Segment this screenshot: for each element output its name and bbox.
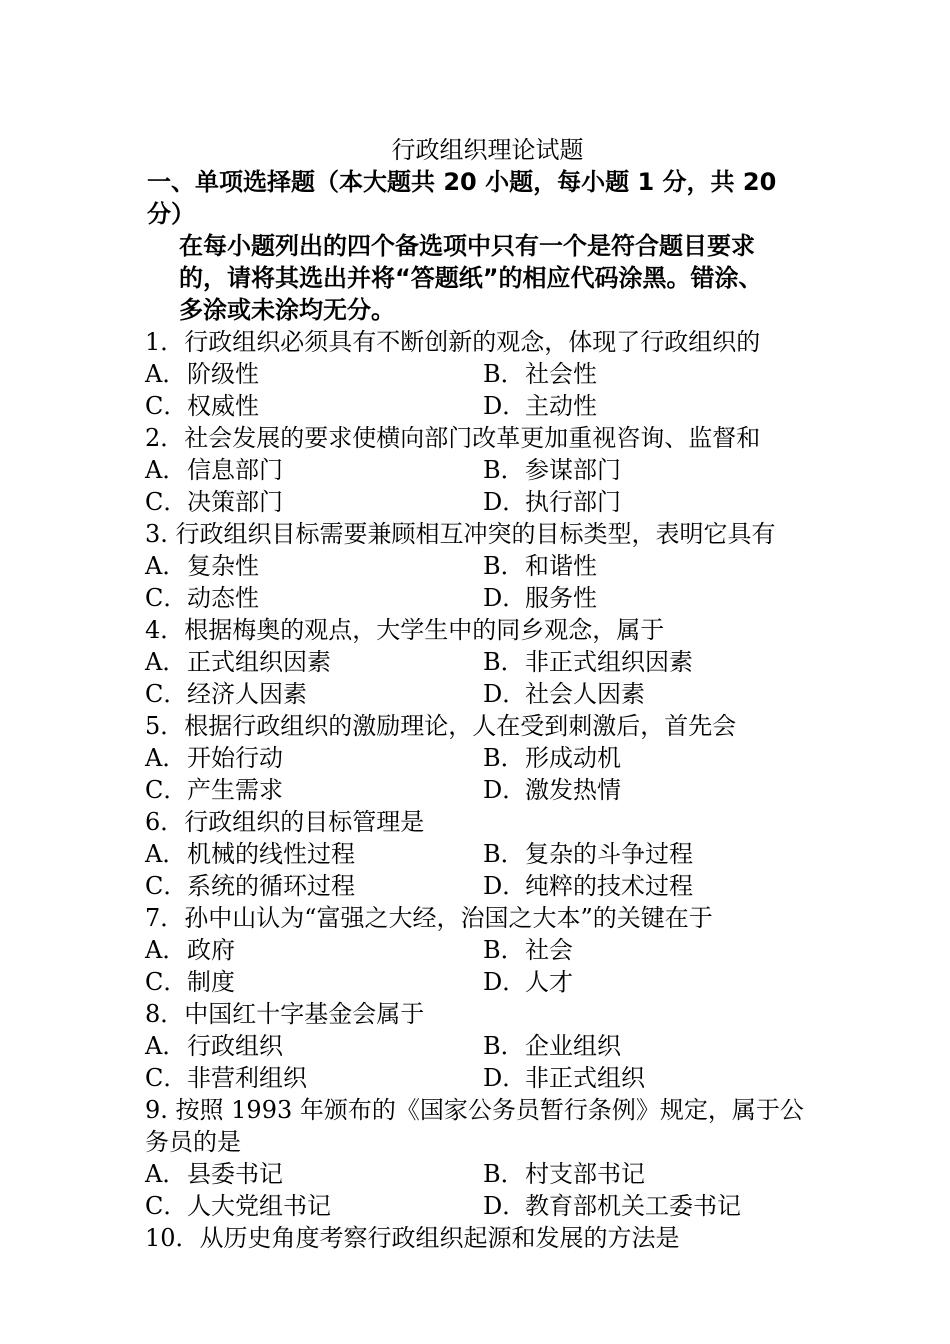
option-text: 政府 [187,936,235,964]
option-letter: A． [145,840,187,868]
option-letter: C． [145,776,188,804]
option-text: 主动性 [525,392,597,420]
answer-option [145,1158,483,1190]
question-stem: 3. 行政组织目标需要兼顾相互冲突的目标类型，表明它具有 [145,520,776,548]
answer-option [483,486,810,518]
answer-option [483,358,810,390]
option-letter: C． [145,1064,188,1092]
option-letter: C． [145,1192,188,1220]
question-stem: 9. 按照 1993 年颁布的《国家公务员暂行条例》规定，属于公务员的是 [145,1096,804,1156]
answer-option [483,390,810,422]
option-letter: D． [483,1192,527,1220]
section-heading: 一、单项选择题（本大题共 20 小题，每小题 1 分，共 20 分） [147,168,777,228]
option-letter: D． [483,872,527,900]
page-title: 行政组织理论试题 [391,136,584,164]
option-text: 阶级性 [187,360,259,388]
answer-option [145,1190,483,1222]
answer-option [145,774,483,806]
option-text: 行政组织 [187,1032,283,1060]
option-letter: D． [483,488,527,516]
option-row [145,358,810,390]
answer-option [145,1062,483,1094]
answer-option [145,454,483,486]
question-stem: 2．社会发展的要求使横向部门改革更加重视咨询、监督和 [145,424,761,452]
answer-option [145,934,483,966]
option-text: 和谐性 [525,552,597,580]
option-text: 村支部书记 [525,1160,645,1188]
question-stem: 1．行政组织必须具有不断创新的观念，体现了行政组织的 [145,328,761,356]
option-row [145,870,810,902]
option-text: 产生需求 [187,776,283,804]
answer-option [145,390,483,422]
option-letter: A． [145,744,187,772]
option-text: 人大党组书记 [187,1192,331,1220]
option-letter: D． [483,968,527,996]
option-letter: B． [483,552,525,580]
option-row [145,774,810,806]
option-text: 人才 [525,968,573,996]
answer-option [145,550,483,582]
question-stem: 4．根据梅奥的观点，大学生中的同乡观念，属于 [145,616,665,644]
option-letter: D． [483,680,527,708]
option-text: 执行部门 [525,488,621,516]
option-row [145,678,810,710]
option-text: 权威性 [187,392,259,420]
answer-option [145,870,483,902]
option-text: 社会 [525,936,573,964]
answer-option [145,838,483,870]
option-row [145,1062,810,1094]
option-row [145,646,810,678]
question-stem: 8．中国红十字基金会属于 [145,1000,425,1028]
answer-option [145,486,483,518]
option-row [145,550,810,582]
option-text: 经济人因素 [187,680,307,708]
option-letter: A． [145,648,187,676]
option-letter: D． [483,1064,527,1092]
answer-option [483,582,810,614]
answer-option [483,934,810,966]
section-heading-block [145,166,810,326]
option-row [145,454,810,486]
option-letter: B． [483,840,525,868]
answer-option [483,966,810,998]
answer-option [483,1190,810,1222]
option-text: 参谋部门 [525,456,621,484]
option-row [145,934,810,966]
answer-option [145,966,483,998]
answer-option [483,774,810,806]
option-letter: A． [145,456,187,484]
option-text: 复杂的斗争过程 [525,840,693,868]
answer-option [145,582,483,614]
answer-option [145,646,483,678]
option-text: 纯粹的技术过程 [525,872,693,900]
option-letter: B． [483,744,525,772]
answer-option [483,870,810,902]
option-text: 企业组织 [525,1032,621,1060]
option-text: 决策部门 [187,488,283,516]
question-stem: 6．行政组织的目标管理是 [145,808,425,836]
option-text: 教育部机关工委书记 [525,1192,741,1220]
option-text: 机械的线性过程 [187,840,355,868]
answer-option [483,1030,810,1062]
answer-option [483,646,810,678]
instruction-line: 在每小题列出的四个备选项中只有一个是符合题目要求 [179,232,755,260]
option-letter: D． [483,392,527,420]
option-row [145,1190,810,1222]
answer-option [483,550,810,582]
option-letter: A． [145,1032,187,1060]
option-letter: B． [483,456,525,484]
question-stem: 5．根据行政组织的激励理论，人在受到刺激后，首先会 [145,712,737,740]
option-row [145,486,810,518]
option-letter: B． [483,648,525,676]
option-text: 社会性 [525,360,597,388]
option-letter: A． [145,360,187,388]
option-text: 动态性 [187,584,259,612]
answer-option [483,1062,810,1094]
option-letter: C． [145,872,188,900]
answer-option [483,678,810,710]
answer-option [483,1158,810,1190]
option-row [145,838,810,870]
option-letter: A． [145,936,187,964]
answer-option [145,358,483,390]
option-letter: D． [483,584,527,612]
option-letter: B． [483,360,525,388]
option-letter: D． [483,776,527,804]
answer-option [145,1030,483,1062]
question-stem: 10．从历史角度考察行政组织起源和发展的方法是 [145,1224,680,1252]
instruction-line: 的，请将其选出并将“答题纸”的相应代码涂黑。错涂、 [179,264,763,292]
option-text: 信息部门 [187,456,283,484]
option-text: 非营利组织 [187,1064,307,1092]
option-text: 系统的循环过程 [187,872,355,900]
answer-option [145,742,483,774]
option-text: 激发热情 [525,776,621,804]
option-letter: C． [145,488,188,516]
question-stem: 7．孙中山认为“富强之大经，治国之大本”的关键在于 [145,904,713,932]
answer-option [483,838,810,870]
option-letter: B． [483,1160,525,1188]
option-text: 制度 [187,968,235,996]
option-letter: C． [145,968,188,996]
question-list [145,326,810,1254]
option-row [145,966,810,998]
option-text: 服务性 [525,584,597,612]
option-text: 形成动机 [525,744,621,772]
option-text: 复杂性 [187,552,259,580]
instruction-line: 多涂或未涂均无分。 [179,296,395,324]
option-text: 社会人因素 [525,680,645,708]
answer-option [145,678,483,710]
option-text: 开始行动 [187,744,283,772]
option-letter: B． [483,1032,525,1060]
option-row [145,582,810,614]
option-text: 正式组织因素 [187,648,331,676]
option-row [145,1030,810,1062]
option-text: 县委书记 [187,1160,283,1188]
option-letter: B． [483,936,525,964]
option-row [145,1158,810,1190]
option-letter: A． [145,1160,187,1188]
option-text: 非正式组织 [525,1064,645,1092]
option-row [145,390,810,422]
option-text: 非正式组织因素 [525,648,693,676]
option-letter: C． [145,680,188,708]
option-letter: A． [145,552,187,580]
answer-option [483,742,810,774]
option-letter: C． [145,392,188,420]
answer-option [483,454,810,486]
option-letter: C． [145,584,188,612]
option-row [145,742,810,774]
exam-page [145,134,810,1254]
